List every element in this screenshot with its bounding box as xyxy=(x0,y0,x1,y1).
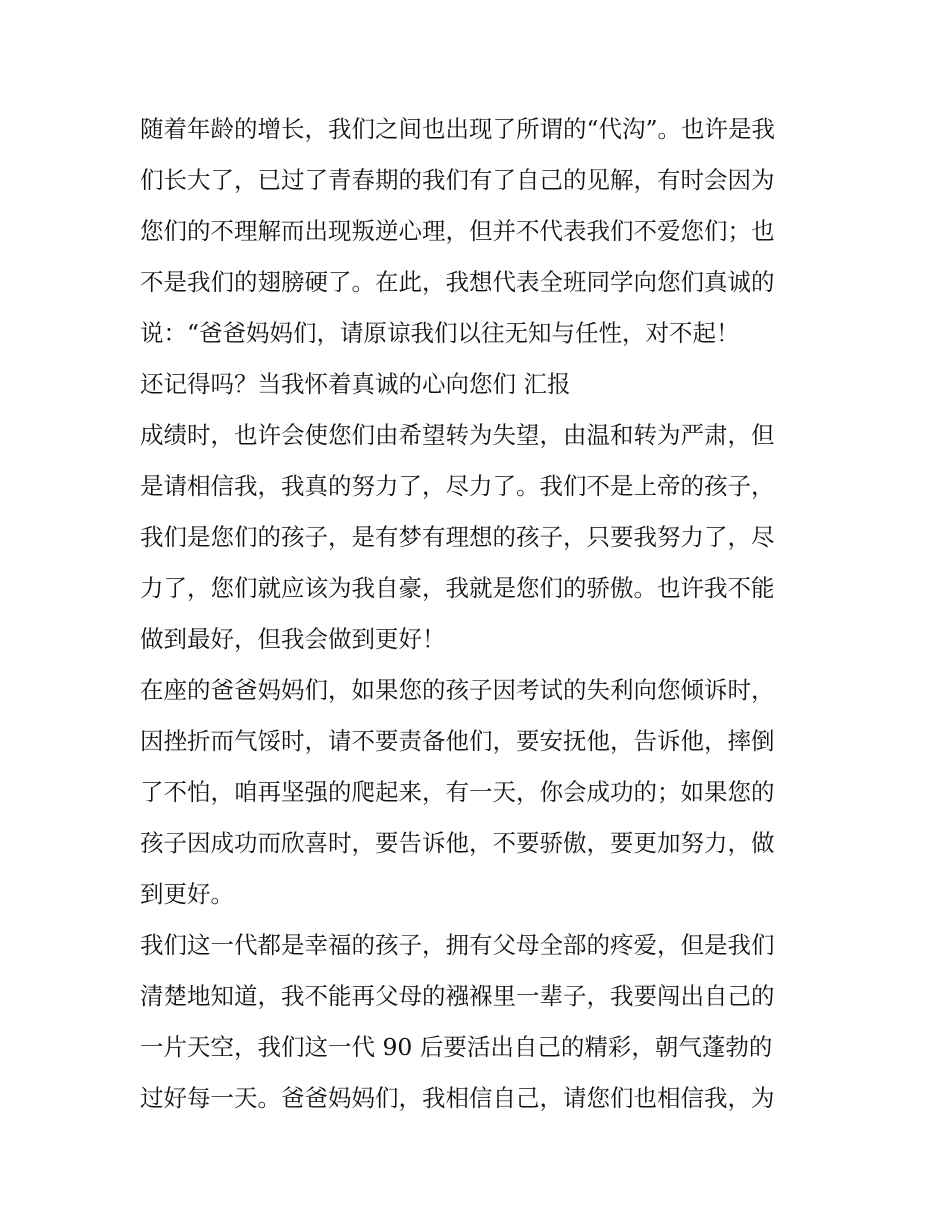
text-line-1: 随着年龄的增长，我们之间也出现了所谓的“代沟”。也许是我 xyxy=(140,115,776,143)
text-line-19: 一片天空，我们这一代 90 后要活出自己的精彩，朝气蓬勃的 xyxy=(140,1033,773,1061)
text-line-5: 说：“爸爸妈妈们，请原谅我们以往无知与任性，对不起！ xyxy=(140,319,740,347)
text-line-17: 我们这一代都是幸福的孩子，拥有父母全部的疼爱，但是我们 xyxy=(140,931,775,959)
text-line-10: 力了，您们就应该为我自豪，我就是您们的骄傲。也许我不能 xyxy=(140,574,775,602)
text-line-16: 到更好。 xyxy=(140,880,234,908)
body-text xyxy=(140,104,820,1124)
text-line-11: 做到最好，但我会做到更好！ xyxy=(140,625,446,653)
text-line-7: 成绩时，也许会使您们由希望转为失望，由温和转为严肃，但 xyxy=(140,421,775,449)
text-line-8: 是请相信我，我真的努力了，尽力了。我们不是上帝的孩子， xyxy=(140,472,775,500)
text-line-20: 过好每一天。爸爸妈妈们，我相信自己，请您们也相信我，为 xyxy=(140,1084,775,1112)
text-line-6: 还记得吗？当我怀着真诚的心向您们 汇报 xyxy=(140,370,571,398)
text-line-2: 们长大了，已过了青春期的我们有了自己的见解，有时会因为 xyxy=(140,166,775,194)
text-line-13: 因挫折而气馁时，请不要责备他们，要安抚他，告诉他，摔倒 xyxy=(140,727,775,755)
text-line-4: 不是我们的翅膀硬了。在此，我想代表全班同学向您们真诚的 xyxy=(140,268,775,296)
text-line-18: 清楚地知道，我不能再父母的襁褓里一辈子，我要闯出自己的 xyxy=(140,982,775,1010)
text-line-15: 孩子因成功而欣喜时，要告诉他，不要骄傲，要更加努力，做 xyxy=(140,829,775,857)
text-line-12: 在座的爸爸妈妈们，如果您的孩子因考试的失利向您倾诉时， xyxy=(140,676,775,704)
text-line-9: 我们是您们的孩子，是有梦有理想的孩子，只要我努力了，尽 xyxy=(140,523,775,551)
text-line-14: 了不怕，咱再坚强的爬起来，有一天，你会成功的；如果您的 xyxy=(140,778,775,806)
text-line-3: 您们的不理解而出现叛逆心理，但并不代表我们不爱您们；也 xyxy=(140,217,775,245)
